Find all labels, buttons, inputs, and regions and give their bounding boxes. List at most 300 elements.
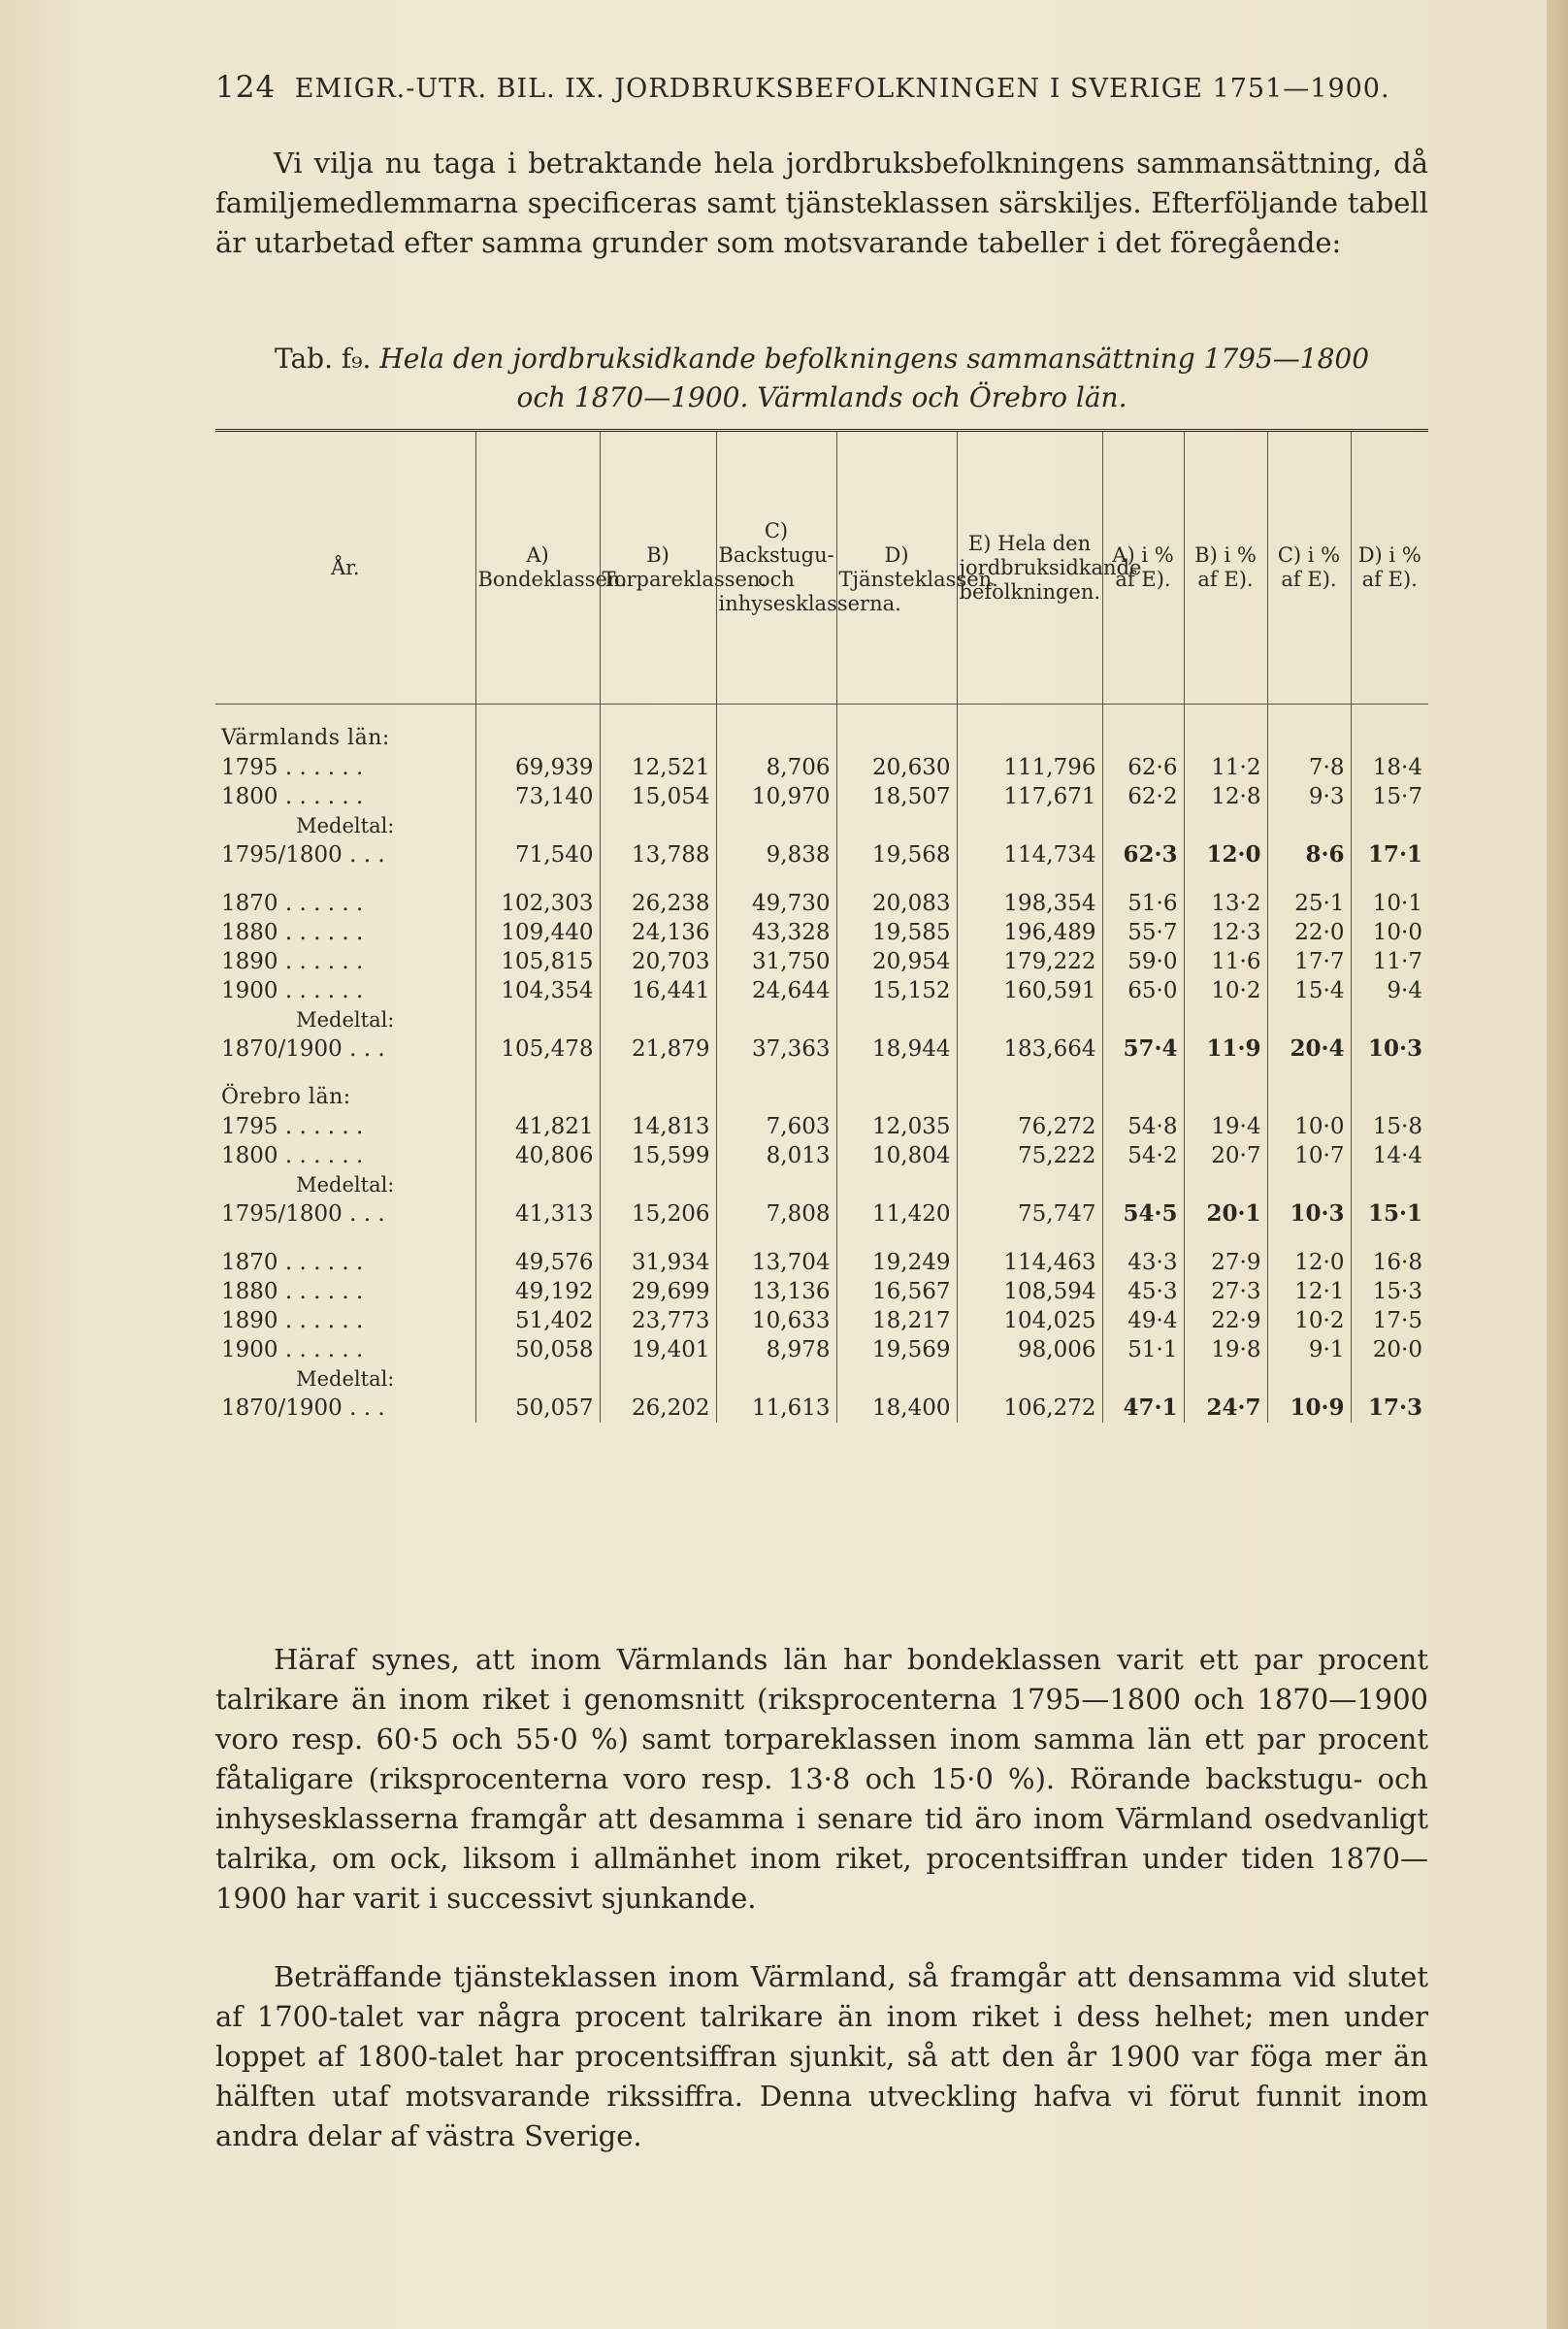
table-cell: 57·4	[1102, 1034, 1184, 1064]
table-cell: 69,939	[475, 753, 600, 782]
empty-cell	[716, 869, 836, 889]
table-cell: 14,813	[600, 1112, 716, 1141]
empty-cell	[836, 1083, 957, 1112]
empty-cell	[1267, 1229, 1351, 1248]
table-cell: 10,633	[716, 1306, 836, 1335]
table-cell: 11·6	[1184, 947, 1267, 976]
table-cell: 16,441	[600, 976, 716, 1005]
table-cell: 71,540	[475, 840, 600, 869]
table-cell: 54·8	[1102, 1112, 1184, 1141]
table-cell: 50,058	[475, 1335, 600, 1364]
table-cell: 160,591	[957, 976, 1102, 1005]
empty-cell	[1184, 1364, 1267, 1394]
empty-cell	[1184, 724, 1267, 753]
table-caption	[215, 340, 1428, 417]
empty-cell	[957, 705, 1102, 725]
table-cell: 12·0	[1267, 1248, 1351, 1277]
empty-cell	[600, 724, 716, 753]
table-cell: 111,796	[957, 753, 1102, 782]
table-cell: 15·7	[1351, 782, 1428, 811]
table-cell: 24,136	[600, 918, 716, 947]
table-cell: 47·1	[1102, 1394, 1184, 1423]
table-cell: 65·0	[1102, 976, 1184, 1005]
empty-cell	[1267, 1005, 1351, 1034]
table-cell: 13,136	[716, 1277, 836, 1306]
running-title: EMIGR.-UTR. BIL. IX. JORDBRUKSBEFOLKNINGEN I SVERIGE 1751—1900.	[294, 74, 1390, 104]
table-cell: 18,400	[836, 1394, 957, 1423]
table-cell: 49,730	[716, 889, 836, 918]
empty-cell	[215, 869, 475, 889]
table-cell: 104,025	[957, 1306, 1102, 1335]
table-cell: 1900 . . . . . .	[221, 978, 364, 1003]
table-cell: 24·7	[1184, 1394, 1267, 1423]
table-cell: 15·3	[1351, 1277, 1428, 1306]
table-cell: 37,363	[716, 1034, 836, 1064]
column-header: A) i % af E).	[1102, 432, 1184, 705]
empty-cell	[836, 1364, 957, 1394]
empty-cell	[600, 869, 716, 889]
table-cell: 51·1	[1102, 1335, 1184, 1364]
table-cell: 20·1	[1184, 1199, 1267, 1229]
table-cell: 59·0	[1102, 947, 1184, 976]
empty-cell	[215, 1229, 475, 1248]
table-cell: 51·6	[1102, 889, 1184, 918]
table-cell: 27·3	[1184, 1277, 1267, 1306]
table-cell: 10·2	[1267, 1306, 1351, 1335]
table-cell: 11·9	[1184, 1034, 1267, 1064]
empty-cell	[957, 811, 1102, 840]
empty-cell	[957, 1064, 1102, 1083]
paragraph-2-text: Häraf synes, att inom Värmlands län har bondeklassen varit ett par procent talrikare än inom riket i genomsnitt (riksprocenterna 1795—1800 och 1870—1900 voro resp. 60·5 och 55·0 %) samt torpareklassen inom samma län ett par procent fåtaligare (riksprocenterna voro resp. 13·8 och 15·0 %). Rörande backstugu- och inhysesklasserna framgår att desamma i senare tid äro inom Värmland osedvanligt talrika, om ock, liksom i allmänhet inom riket, procentsiffran under tiden 1870—1900 har varit i successivt sjunkande.	[215, 1643, 1428, 1915]
table-cell: 14·4	[1351, 1141, 1428, 1170]
table-cell: 9·3	[1267, 782, 1351, 811]
empty-cell	[1102, 1005, 1184, 1034]
table-cell: 73,140	[475, 782, 600, 811]
empty-cell	[1351, 869, 1428, 889]
column-header: D) Tjänsteklassen.	[836, 432, 957, 705]
empty-cell	[836, 724, 957, 753]
column-header: C) Backstugu- och inhysesklasserna.	[716, 432, 836, 705]
empty-cell	[1184, 1064, 1267, 1083]
column-header: B) Torpareklassen.	[600, 432, 716, 705]
mean-label: Medeltal:	[296, 814, 395, 837]
table-cell: 18,217	[836, 1306, 957, 1335]
caption-label: Tab. f₉.	[274, 343, 372, 375]
table-cell: 1870 . . . . . .	[221, 1250, 364, 1275]
empty-cell	[1351, 705, 1428, 725]
table-cell: 114,734	[957, 840, 1102, 869]
table-row	[215, 1277, 1428, 1306]
empty-cell	[1184, 869, 1267, 889]
empty-cell	[1184, 1170, 1267, 1199]
table-cell: 24,644	[716, 976, 836, 1005]
table-cell: 8·6	[1267, 840, 1351, 869]
table-cell: 19,585	[836, 918, 957, 947]
table-cell: 9·1	[1267, 1335, 1351, 1364]
table-row	[215, 918, 1428, 947]
column-header: E) Hela den jordbruksidkande befolkningen.	[957, 432, 1102, 705]
table-cell: 98,006	[957, 1335, 1102, 1364]
table-row	[215, 947, 1428, 976]
table-cell: 75,222	[957, 1141, 1102, 1170]
table-cell: 43,328	[716, 918, 836, 947]
empty-cell	[1351, 1170, 1428, 1199]
table-cell: 12·0	[1184, 840, 1267, 869]
paragraph-3	[215, 1957, 1428, 2156]
table-cell: 106,272	[957, 1394, 1102, 1423]
empty-cell	[1351, 724, 1428, 753]
empty-cell	[475, 1083, 600, 1112]
empty-cell	[1184, 1083, 1267, 1112]
empty-cell	[836, 811, 957, 840]
table-cell: 75,747	[957, 1199, 1102, 1229]
table-cell: 105,478	[475, 1034, 600, 1064]
table-row	[215, 1248, 1428, 1277]
table-cell: 8,013	[716, 1141, 836, 1170]
paragraph-2	[215, 1640, 1428, 1919]
table-cell: 15,599	[600, 1141, 716, 1170]
table-cell: 49,576	[475, 1248, 600, 1277]
table-cell: 20,954	[836, 947, 957, 976]
table-cell: 104,354	[475, 976, 600, 1005]
empty-cell	[600, 1005, 716, 1034]
table-cell: 7,808	[716, 1199, 836, 1229]
table-cell: 17·5	[1351, 1306, 1428, 1335]
empty-cell	[957, 1083, 1102, 1112]
section-label: Värmlands län:	[221, 726, 390, 750]
paragraph-3-text: Beträffande tjänsteklassen inom Värmland, så framgår att densamma vid slutet af 1700-talet var några procent talrikare än inom riket i dess helhet; men under loppet af 1800-talet har procentsiffran sjunkit, så att den år 1900 var föga mer än hälften utaf motsvarande rikssiffra. Denna utveckling hafva vi förut funnit inom andra delar af västra Sverige.	[215, 1960, 1428, 2152]
data-table	[215, 429, 1428, 1423]
table-cell: 196,489	[957, 918, 1102, 947]
mean-label: Medeltal:	[296, 1008, 395, 1032]
table-cell: 1795/1800 . . .	[221, 842, 385, 868]
table-cell: 1890 . . . . . .	[221, 1308, 364, 1333]
mean-label: Medeltal:	[296, 1367, 395, 1391]
table-cell: 23,773	[600, 1306, 716, 1335]
table-cell: 31,934	[600, 1248, 716, 1277]
empty-cell	[215, 1064, 475, 1083]
page-number: 124	[215, 70, 277, 105]
table-cell: 1795/1800 . . .	[221, 1201, 385, 1227]
table-cell: 117,671	[957, 782, 1102, 811]
table-cell: 43·3	[1102, 1248, 1184, 1277]
table-row	[215, 889, 1428, 918]
empty-cell	[1267, 811, 1351, 840]
table-cell: 1880 . . . . . .	[221, 920, 364, 945]
empty-cell	[716, 1364, 836, 1394]
table-cell: 49,192	[475, 1277, 600, 1306]
table-cell: 54·5	[1102, 1199, 1184, 1229]
empty-cell	[475, 1364, 600, 1394]
empty-cell	[1102, 811, 1184, 840]
empty-cell	[475, 1005, 600, 1034]
empty-cell	[1351, 1083, 1428, 1112]
empty-cell	[836, 705, 957, 725]
table-cell: 19·4	[1184, 1112, 1267, 1141]
table-cell: 31,750	[716, 947, 836, 976]
empty-cell	[1184, 1005, 1267, 1034]
empty-cell	[836, 1064, 957, 1083]
table-cell: 19,568	[836, 840, 957, 869]
column-header: År.	[215, 432, 475, 705]
empty-cell	[716, 811, 836, 840]
table-cell: 19,249	[836, 1248, 957, 1277]
table-cell: 26,202	[600, 1394, 716, 1423]
empty-cell	[716, 1083, 836, 1112]
empty-cell	[1102, 1229, 1184, 1248]
table-cell: 16·8	[1351, 1248, 1428, 1277]
table-cell: 7·8	[1267, 753, 1351, 782]
empty-cell	[716, 1064, 836, 1083]
empty-cell	[1184, 1229, 1267, 1248]
table-cell: 8,978	[716, 1335, 836, 1364]
table-cell: 25·1	[1267, 889, 1351, 918]
table-cell: 20·4	[1267, 1034, 1351, 1064]
table-cell: 1795 . . . . . .	[221, 755, 364, 780]
empty-cell	[957, 869, 1102, 889]
empty-cell	[957, 724, 1102, 753]
table-cell: 10·0	[1267, 1112, 1351, 1141]
table-cell: 17·7	[1267, 947, 1351, 976]
table-cell: 1800 . . . . . .	[221, 1143, 364, 1168]
table-cell: 10·7	[1267, 1141, 1351, 1170]
table-cell: 10·1	[1351, 889, 1428, 918]
table-cell: 11·2	[1184, 753, 1267, 782]
table-cell: 76,272	[957, 1112, 1102, 1141]
mean-row	[215, 840, 1428, 869]
table-cell: 54·2	[1102, 1141, 1184, 1170]
empty-cell	[600, 1170, 716, 1199]
table-cell: 105,815	[475, 947, 600, 976]
empty-cell	[836, 869, 957, 889]
table-cell: 26,238	[600, 889, 716, 918]
empty-cell	[1351, 1229, 1428, 1248]
empty-cell	[1267, 1064, 1351, 1083]
column-header: A) Bondeklassen.	[475, 432, 600, 705]
table-cell: 19,569	[836, 1335, 957, 1364]
table-row	[215, 1306, 1428, 1335]
empty-cell	[600, 811, 716, 840]
table-row	[215, 753, 1428, 782]
table-row	[215, 1335, 1428, 1364]
table-cell: 55·7	[1102, 918, 1184, 947]
empty-cell	[1351, 1364, 1428, 1394]
table-cell: 12·8	[1184, 782, 1267, 811]
table-cell: 15,206	[600, 1199, 716, 1229]
mean-label-row	[215, 811, 1428, 840]
table-cell: 41,821	[475, 1112, 600, 1141]
table-cell: 1900 . . . . . .	[221, 1337, 364, 1362]
table-cell: 109,440	[475, 918, 600, 947]
table-row	[215, 976, 1428, 1005]
empty-cell	[957, 1170, 1102, 1199]
empty-cell	[1102, 705, 1184, 725]
empty-cell	[1267, 724, 1351, 753]
empty-cell	[600, 705, 716, 725]
empty-cell	[475, 1064, 600, 1083]
spacer-row	[215, 1064, 1428, 1083]
table-cell: 62·3	[1102, 840, 1184, 869]
table-cell: 10·3	[1351, 1034, 1428, 1064]
empty-cell	[215, 705, 475, 725]
empty-cell	[1267, 1083, 1351, 1112]
table-cell: 11·7	[1351, 947, 1428, 976]
table-cell: 102,303	[475, 889, 600, 918]
spacer-row	[215, 705, 1428, 725]
empty-cell	[957, 1229, 1102, 1248]
table-cell: 19,401	[600, 1335, 716, 1364]
caption-line1: Hela den jordbruksidkande befolkningens sammansättning 1795—1800	[379, 343, 1370, 375]
table-cell: 62·2	[1102, 782, 1184, 811]
table-cell: 15,054	[600, 782, 716, 811]
table-cell: 7,603	[716, 1112, 836, 1141]
table-cell: 183,664	[957, 1034, 1102, 1064]
table-cell: 50,057	[475, 1394, 600, 1423]
table-cell: 1800 . . . . . .	[221, 784, 364, 809]
empty-cell	[716, 724, 836, 753]
mean-row	[215, 1394, 1428, 1423]
table-cell: 51,402	[475, 1306, 600, 1335]
table-cell: 179,222	[957, 947, 1102, 976]
empty-cell	[475, 705, 600, 725]
mean-label-row	[215, 1170, 1428, 1199]
table-cell: 12·3	[1184, 918, 1267, 947]
empty-cell	[1267, 1170, 1351, 1199]
section-label: Örebro län:	[221, 1085, 351, 1109]
table-cell: 10·3	[1267, 1199, 1351, 1229]
table-row	[215, 1112, 1428, 1141]
table-cell: 18,944	[836, 1034, 957, 1064]
table-cell: 10·0	[1351, 918, 1428, 947]
table-row	[215, 782, 1428, 811]
empty-cell	[716, 1005, 836, 1034]
table-cell: 19·8	[1184, 1335, 1267, 1364]
table-cell: 13,788	[600, 840, 716, 869]
empty-cell	[1102, 869, 1184, 889]
table-cell: 10·2	[1184, 976, 1267, 1005]
table-cell: 10,970	[716, 782, 836, 811]
table-cell: 15·8	[1351, 1112, 1428, 1141]
empty-cell	[1102, 1170, 1184, 1199]
mean-label-row	[215, 1364, 1428, 1394]
mean-row	[215, 1199, 1428, 1229]
table-cell: 10·9	[1267, 1394, 1351, 1423]
table-cell: 18·4	[1351, 753, 1428, 782]
empty-cell	[1267, 869, 1351, 889]
table-cell: 13·2	[1184, 889, 1267, 918]
spacer-row	[215, 1229, 1428, 1248]
empty-cell	[1102, 1083, 1184, 1112]
empty-cell	[1102, 724, 1184, 753]
table-cell: 21,879	[600, 1034, 716, 1064]
empty-cell	[716, 1170, 836, 1199]
empty-cell	[1267, 705, 1351, 725]
empty-cell	[836, 1005, 957, 1034]
table-cell: 29,699	[600, 1277, 716, 1306]
intro-paragraph	[215, 144, 1428, 263]
empty-cell	[1102, 1364, 1184, 1394]
empty-cell	[1351, 1005, 1428, 1034]
table-cell: 22·9	[1184, 1306, 1267, 1335]
table-cell: 40,806	[475, 1141, 600, 1170]
table-row	[215, 1141, 1428, 1170]
empty-cell	[957, 1005, 1102, 1034]
table-cell: 15·1	[1351, 1199, 1428, 1229]
table-cell: 45·3	[1102, 1277, 1184, 1306]
table-cell: 198,354	[957, 889, 1102, 918]
empty-cell	[600, 1229, 716, 1248]
mean-row	[215, 1034, 1428, 1064]
mean-label: Medeltal:	[296, 1173, 395, 1197]
table-cell: 9·4	[1351, 976, 1428, 1005]
table-header-row	[215, 432, 1428, 705]
table-cell: 41,313	[475, 1199, 600, 1229]
table-cell: 15,152	[836, 976, 957, 1005]
table-cell: 16,567	[836, 1277, 957, 1306]
empty-cell	[600, 1064, 716, 1083]
spacer-row	[215, 869, 1428, 889]
table-cell: 11,613	[716, 1394, 836, 1423]
empty-cell	[1351, 811, 1428, 840]
table-body	[215, 705, 1428, 1424]
table-cell: 11,420	[836, 1199, 957, 1229]
table-cell: 1890 . . . . . .	[221, 949, 364, 974]
table-cell: 1880 . . . . . .	[221, 1279, 364, 1304]
empty-cell	[600, 1083, 716, 1112]
empty-cell	[475, 869, 600, 889]
empty-cell	[475, 811, 600, 840]
table-cell: 27·9	[1184, 1248, 1267, 1277]
empty-cell	[475, 1229, 600, 1248]
column-header: C) i % af E).	[1267, 432, 1351, 705]
empty-cell	[1102, 1064, 1184, 1083]
table-cell: 9,838	[716, 840, 836, 869]
column-header: B) i % af E).	[1184, 432, 1267, 705]
empty-cell	[1267, 1364, 1351, 1394]
table-cell: 114,463	[957, 1248, 1102, 1277]
table-cell: 17·3	[1351, 1394, 1428, 1423]
table-cell: 1870 . . . . . .	[221, 891, 364, 916]
table-cell: 10,804	[836, 1141, 957, 1170]
empty-cell	[1351, 1064, 1428, 1083]
table-cell: 1870/1900 . . .	[221, 1395, 385, 1421]
table-cell: 1795 . . . . . .	[221, 1114, 364, 1139]
table-cell: 8,706	[716, 753, 836, 782]
section-row	[215, 1083, 1428, 1112]
table-cell: 12,035	[836, 1112, 957, 1141]
empty-cell	[600, 1364, 716, 1394]
column-header: D) i % af E).	[1351, 432, 1428, 705]
empty-cell	[836, 1170, 957, 1199]
table-cell: 20,703	[600, 947, 716, 976]
empty-cell	[475, 1170, 600, 1199]
caption-line2: och 1870—1900. Värmlands och Örebro län.	[516, 381, 1127, 413]
table-cell: 12·1	[1267, 1277, 1351, 1306]
intro-text: Vi vilja nu taga i betraktande hela jordbruksbefolkningens sammansättning, då familjemedlemmarna specificeras samt tjänsteklassen särskiljes. Efterföljande tabell är utarbetad efter samma grunder som motsvarande tabeller i det föregående:	[215, 147, 1428, 259]
empty-cell	[1184, 811, 1267, 840]
running-header	[215, 70, 1428, 105]
table-cell: 22·0	[1267, 918, 1351, 947]
table-cell: 1870/1900 . . .	[221, 1036, 385, 1062]
table-cell: 49·4	[1102, 1306, 1184, 1335]
empty-cell	[716, 1229, 836, 1248]
table-cell: 20,630	[836, 753, 957, 782]
table-cell: 20,083	[836, 889, 957, 918]
section-row	[215, 724, 1428, 753]
empty-cell	[475, 724, 600, 753]
empty-cell	[1184, 705, 1267, 725]
table-cell: 18,507	[836, 782, 957, 811]
